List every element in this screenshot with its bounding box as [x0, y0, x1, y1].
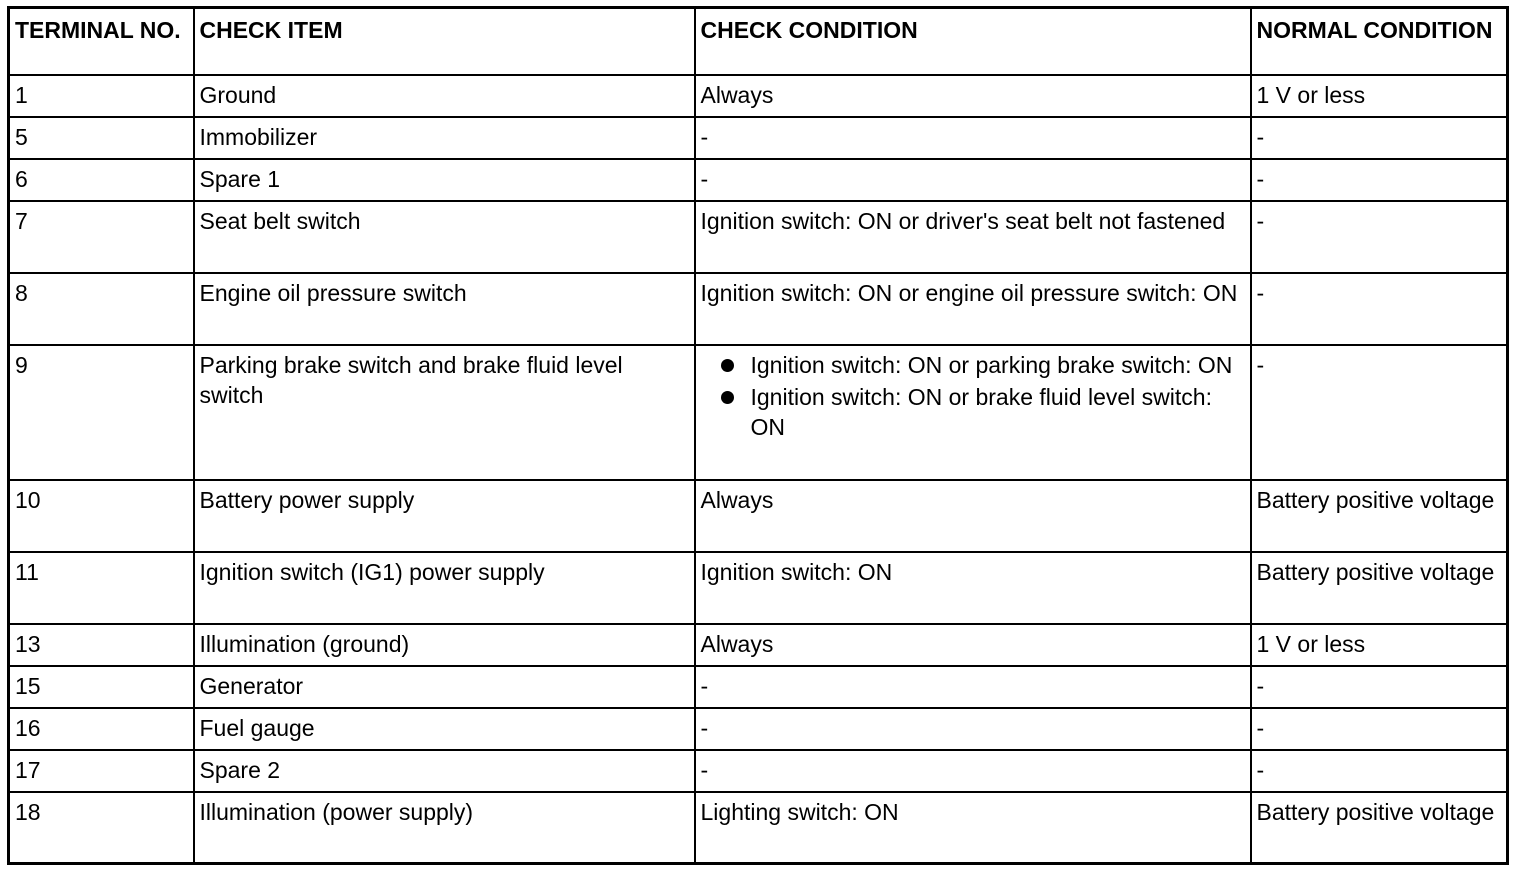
normal-condition-cell: -: [1251, 117, 1508, 159]
normal-condition-cell: 1 V or less: [1251, 624, 1508, 666]
check-condition-cell: -: [695, 666, 1251, 708]
normal-condition-cell: -: [1251, 666, 1508, 708]
normal-condition-cell: Battery positive voltage: [1251, 480, 1508, 552]
table-row: [9, 345, 1508, 480]
table-row: [9, 708, 1508, 750]
table-row: [9, 117, 1508, 159]
table-row: [9, 666, 1508, 708]
check-condition-cell: [695, 345, 1251, 480]
condition-bullet-item: [701, 382, 1244, 442]
condition-bullet-item: [701, 350, 1244, 380]
check-item-cell: Generator: [194, 666, 695, 708]
header-check-condition: CHECK CONDITION: [695, 8, 1251, 75]
check-item-cell: Parking brake switch and brake fluid level switch: [194, 345, 695, 480]
terminal-cell: 18: [9, 792, 194, 864]
normal-condition-cell: -: [1251, 273, 1508, 345]
table-row: [9, 624, 1508, 666]
table-row: [9, 201, 1508, 273]
check-item-cell: Illumination (power supply): [194, 792, 695, 864]
terminal-cell: 10: [9, 480, 194, 552]
check-item-cell: Seat belt switch: [194, 201, 695, 273]
check-condition-cell: Lighting switch: ON: [695, 792, 1251, 864]
header-normal-condition: NORMAL CONDITION: [1251, 8, 1508, 75]
header-row: [9, 8, 1508, 75]
terminal-cell: 7: [9, 201, 194, 273]
table-row: [9, 750, 1508, 792]
normal-condition-cell: -: [1251, 345, 1508, 480]
check-item-cell: Spare 2: [194, 750, 695, 792]
check-condition-cell: Always: [695, 624, 1251, 666]
normal-condition-cell: Battery positive voltage: [1251, 792, 1508, 864]
normal-condition-cell: -: [1251, 750, 1508, 792]
terminal-check-table: [7, 6, 1509, 865]
check-condition-cell: Always: [695, 480, 1251, 552]
check-condition-cell: -: [695, 117, 1251, 159]
table-row: [9, 75, 1508, 117]
check-item-cell: Ignition switch (IG1) power supply: [194, 552, 695, 624]
check-item-cell: Spare 1: [194, 159, 695, 201]
check-item-cell: Fuel gauge: [194, 708, 695, 750]
check-item-cell: Ground: [194, 75, 695, 117]
check-condition-cell: Always: [695, 75, 1251, 117]
terminal-cell: 11: [9, 552, 194, 624]
bullet-icon: [721, 359, 734, 372]
terminal-cell: 8: [9, 273, 194, 345]
header-check-item: CHECK ITEM: [194, 8, 695, 75]
terminal-cell: 17: [9, 750, 194, 792]
table-row: [9, 552, 1508, 624]
normal-condition-cell: -: [1251, 159, 1508, 201]
bullet-icon: [721, 391, 734, 404]
terminal-cell: 6: [9, 159, 194, 201]
terminal-cell: 15: [9, 666, 194, 708]
terminal-cell: 1: [9, 75, 194, 117]
table-row: [9, 792, 1508, 864]
check-item-cell: Illumination (ground): [194, 624, 695, 666]
check-condition-cell: -: [695, 750, 1251, 792]
terminal-cell: 9: [9, 345, 194, 480]
normal-condition-cell: 1 V or less: [1251, 75, 1508, 117]
table-row: [9, 273, 1508, 345]
check-condition-cell: Ignition switch: ON or driver's seat belt not fastened: [695, 201, 1251, 273]
header-terminal-no: TERMINAL NO.: [9, 8, 194, 75]
table-row: [9, 480, 1508, 552]
check-item-cell: Battery power supply: [194, 480, 695, 552]
check-item-cell: Engine oil pressure switch: [194, 273, 695, 345]
bullet-text: Ignition switch: ON or brake fluid level switch: ON: [750, 383, 1212, 440]
check-item-cell: Immobilizer: [194, 117, 695, 159]
check-condition-cell: -: [695, 708, 1251, 750]
terminal-cell: 5: [9, 117, 194, 159]
normal-condition-cell: -: [1251, 708, 1508, 750]
bullet-text: Ignition switch: ON or parking brake switch: ON: [750, 351, 1233, 378]
check-condition-cell: Ignition switch: ON or engine oil pressure switch: ON: [695, 273, 1251, 345]
check-condition-cell: -: [695, 159, 1251, 201]
table-row: [9, 159, 1508, 201]
terminal-cell: 13: [9, 624, 194, 666]
normal-condition-cell: -: [1251, 201, 1508, 273]
check-condition-cell: Ignition switch: ON: [695, 552, 1251, 624]
normal-condition-cell: Battery positive voltage: [1251, 552, 1508, 624]
condition-bullet-list: [701, 350, 1244, 442]
terminal-cell: 16: [9, 708, 194, 750]
